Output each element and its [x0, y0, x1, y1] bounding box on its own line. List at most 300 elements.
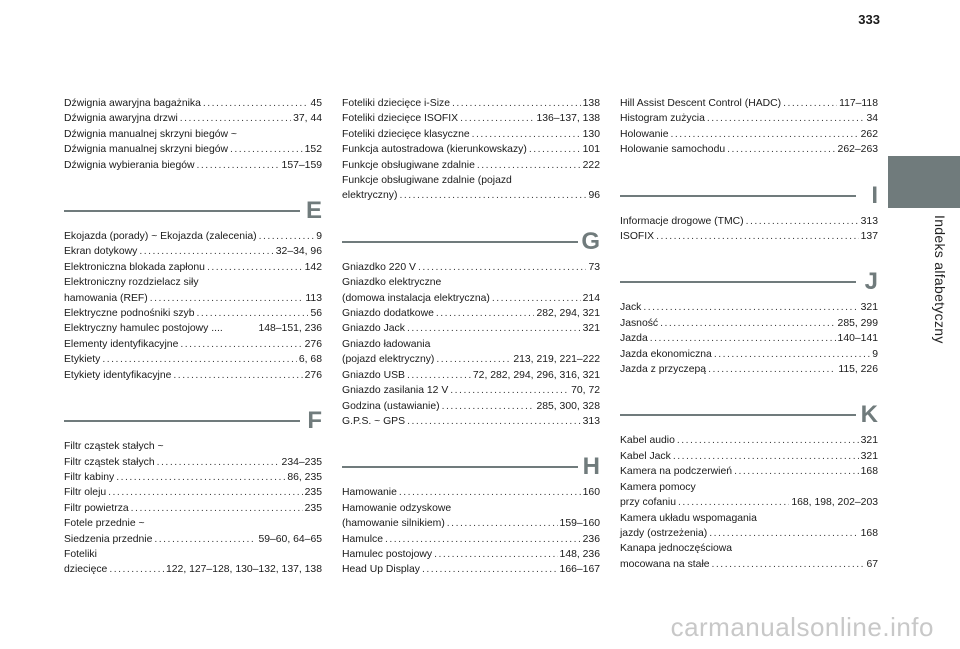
index-column-3 [620, 96, 878, 572]
entry-term: elektryczny) [342, 190, 398, 202]
entry-line [342, 96, 600, 111]
page-reference: 115, 226 [838, 364, 878, 376]
entry-line [620, 449, 878, 464]
entry-term: hamowania (REF) [64, 292, 148, 304]
page-reference: 148–151, 236 [258, 323, 322, 335]
entry-line [342, 173, 600, 188]
index-entry [620, 142, 878, 157]
section-header [620, 180, 878, 208]
page-reference: 285, 299 [837, 317, 878, 329]
entry-term: Dźwignia manualnej skrzyni biegów [64, 144, 229, 156]
entry-term: Hamowanie odzyskowe [342, 502, 452, 514]
dot-leader [492, 291, 581, 306]
entry-term: Gniazdo USB [342, 369, 405, 381]
dot-leader [714, 347, 870, 362]
index-section [64, 405, 322, 578]
page-reference: 321 [582, 323, 600, 335]
dot-leader [673, 449, 859, 464]
entry-line [64, 532, 322, 547]
index-section [620, 399, 878, 572]
index-entry [64, 96, 322, 111]
page-reference: 67 [866, 558, 878, 570]
index-entry [342, 562, 600, 577]
page-reference: 140–141 [837, 333, 878, 345]
dot-leader [477, 158, 581, 173]
entry-line [64, 455, 322, 470]
page-reference: 213, 219, 221–222 [513, 354, 600, 366]
index-entry [64, 111, 322, 126]
entry-line [64, 275, 322, 290]
index-entry [342, 547, 600, 562]
entry-line [620, 526, 878, 541]
page-reference: 101 [582, 144, 600, 156]
index-entry [342, 532, 600, 547]
index-entry [620, 111, 878, 126]
index-entry [342, 260, 600, 275]
section-header [64, 195, 322, 223]
page-reference: 168 [860, 466, 878, 478]
dot-leader [407, 414, 581, 429]
entry-term: (pojazd elektryczny) [342, 354, 435, 366]
index-entry [64, 516, 322, 547]
index-entry [620, 541, 878, 572]
entry-line [342, 306, 600, 321]
index-section [342, 451, 600, 577]
page-reference: 148, 236 [559, 548, 600, 560]
dot-leader [407, 321, 581, 336]
entry-line [620, 541, 878, 556]
entry-term: Elektryczne podnośniki szyb [64, 308, 195, 320]
dot-leader [734, 464, 859, 479]
entry-term: Etykiety [64, 354, 101, 366]
dot-leader [472, 127, 581, 142]
page-reference: 59–60, 64–65 [258, 533, 322, 545]
index-entry [342, 337, 600, 368]
index-entry [342, 158, 600, 173]
entry-line [342, 399, 600, 414]
entry-line [64, 127, 322, 142]
entry-line [342, 501, 600, 516]
entry-term: Ekran dotykowy [64, 246, 138, 258]
dot-leader [157, 455, 280, 470]
entry-line [620, 495, 878, 510]
entry-term: Foteliki dziecięce i-Size [342, 98, 450, 109]
index-entry [64, 547, 322, 578]
entry-term: Foteliki dziecięce klasyczne [342, 128, 470, 140]
index-entry [620, 362, 878, 377]
dot-leader [139, 244, 273, 259]
index-entry [342, 275, 600, 306]
page-reference: 321 [860, 435, 878, 447]
entry-term: Gniazdko elektryczne [342, 277, 442, 289]
page-reference: 321 [860, 450, 878, 462]
index-entry [342, 414, 600, 429]
index-entry [64, 127, 322, 158]
dot-leader [643, 300, 858, 315]
index-section [64, 195, 322, 383]
dot-leader [708, 362, 836, 377]
index-entry [64, 244, 322, 259]
chapter-label: Indeks alfabetyczny [932, 215, 948, 344]
entry-line [342, 547, 600, 562]
entry-term: Head Up Display [342, 564, 420, 576]
entry-term: Hamulec postojowy [342, 548, 433, 560]
entry-term: Kanapa jednoczęściowa [620, 543, 733, 555]
entry-term: Gniazdo Jack [342, 323, 405, 335]
index-section [620, 180, 878, 245]
chapter-tab [888, 156, 960, 208]
entry-line [64, 516, 322, 531]
entry-line [342, 352, 600, 367]
page-reference: 122, 127–128, 130–132, 137, 138 [165, 564, 322, 576]
page-reference: 222 [582, 159, 600, 171]
entry-term: Gniazdo zasilania 12 V [342, 385, 449, 397]
section-divider [620, 414, 856, 416]
page-reference: 86, 235 [287, 471, 322, 483]
page-reference: 9 [872, 348, 878, 360]
dot-leader [173, 368, 302, 383]
entry-line [64, 439, 322, 454]
page-reference: 138 [582, 98, 600, 109]
entry-line [64, 470, 322, 485]
entry-line [342, 321, 600, 336]
dot-leader [180, 337, 302, 352]
entry-line [64, 111, 322, 126]
entry-line [342, 127, 600, 142]
entry-line [620, 331, 878, 346]
entry-term: Jack [620, 302, 642, 314]
entry-line [342, 516, 600, 531]
section-header [620, 399, 878, 427]
entry-line [342, 383, 600, 398]
entry-term: Ekojazda (porady) ~ Ekojazda (zalecenia) [64, 231, 257, 243]
entry-term: Foteliki [64, 548, 97, 560]
entry-term: Dźwignia manualnej skrzyni biegów ~ [64, 128, 237, 140]
entry-line [620, 347, 878, 362]
section-header [342, 226, 600, 254]
index-entry [620, 433, 878, 448]
entry-term: Filtr oleju [64, 487, 107, 499]
dot-leader [707, 111, 865, 126]
index-entry [64, 485, 322, 500]
entry-term: Kamera na podczerwień [620, 466, 733, 478]
entry-line [342, 142, 600, 157]
index-entry [342, 173, 600, 204]
entry-line [64, 337, 322, 352]
entry-term: Funkcje obsługiwane zdalnie [342, 159, 475, 171]
page-reference: 130 [582, 128, 600, 140]
page-reference: 276 [304, 369, 322, 381]
dot-leader [131, 501, 303, 516]
entry-term: Etykiety identyfikacyjne [64, 369, 172, 381]
entry-line [620, 127, 878, 142]
entry-term: Elektroniczny rozdzielacz siły [64, 277, 199, 289]
page-reference: 313 [582, 415, 600, 427]
index-entry [64, 260, 322, 275]
entry-line [620, 362, 878, 377]
page-reference: 34 [866, 113, 878, 125]
entry-term: mocowana na stałe [620, 558, 710, 570]
entry-term: G.P.S. ~ GPS [342, 415, 406, 427]
dot-leader [150, 291, 304, 306]
index-entry [620, 300, 878, 315]
dot-leader [422, 562, 558, 577]
index-section-continued [64, 96, 322, 173]
dot-leader [197, 306, 309, 321]
index-entry [620, 96, 878, 111]
page-reference: 282, 294, 321 [536, 308, 600, 320]
index-entry [64, 368, 322, 383]
index-entry [64, 439, 322, 470]
entry-line [620, 557, 878, 572]
entry-line [64, 306, 322, 321]
entry-line [342, 485, 600, 500]
page-number: 333 [858, 12, 880, 27]
entry-term: Kabel audio [620, 435, 675, 447]
dot-leader [436, 352, 511, 367]
page-reference: 235 [304, 487, 322, 499]
entry-term: Kabel Jack [620, 450, 671, 462]
entry-term: Jasność [620, 317, 659, 329]
entry-line [342, 260, 600, 275]
section-letter: K [860, 401, 878, 429]
index-entry [64, 306, 322, 321]
dot-leader [746, 214, 859, 229]
entry-line [620, 511, 878, 526]
entry-term: Jazda [620, 333, 648, 345]
section-divider [64, 420, 300, 422]
entry-line [64, 260, 322, 275]
dot-leader [660, 316, 835, 331]
index-entry [620, 449, 878, 464]
entry-line [342, 188, 600, 203]
entry-line [64, 158, 322, 173]
index-entry [64, 158, 322, 173]
page-reference: 285, 300, 328 [536, 400, 600, 412]
section-header [342, 451, 600, 479]
page-reference: 73 [588, 261, 600, 273]
entry-line [64, 321, 322, 336]
index-entry [342, 321, 600, 336]
dot-leader [434, 547, 557, 562]
index-section [342, 226, 600, 429]
entry-line [620, 464, 878, 479]
entry-term: (domowa instalacja elektryczna) [342, 292, 490, 304]
dot-leader [678, 495, 789, 510]
index-column-2 [342, 96, 600, 578]
index-entry [620, 464, 878, 479]
entry-term: Funkcje obsługiwane zdalnie (pojazd [342, 175, 512, 187]
entry-term: Holowanie [620, 128, 669, 140]
entry-term: Filtr kabiny [64, 471, 115, 483]
entry-line [620, 300, 878, 315]
entry-term: Informacje drogowe (TMC) [620, 215, 744, 227]
page-reference: 136–137, 138 [536, 113, 600, 125]
entry-line [342, 158, 600, 173]
section-letter: E [305, 197, 322, 225]
page-reference: 168, 198, 202–203 [791, 497, 878, 509]
index-entry [342, 142, 600, 157]
dot-leader [436, 306, 535, 321]
entry-term: Hill Assist Descent Control (HADC) [620, 98, 782, 109]
dot-leader [783, 96, 837, 111]
section-letter: J [864, 268, 878, 296]
entry-line [620, 229, 878, 244]
page-reference: 166–167 [559, 564, 600, 576]
dot-leader [230, 142, 303, 157]
index-entry [342, 96, 600, 111]
entry-term: Gniazdko 220 V [342, 261, 416, 273]
entry-term: Dźwignia awaryjna drzwi [64, 113, 178, 125]
index-entry [64, 352, 322, 367]
dot-leader [197, 158, 280, 173]
dot-leader [712, 557, 865, 572]
section-letter: G [581, 227, 600, 255]
index-column-1 [64, 96, 322, 578]
entry-term: (hamowanie silnikiem) [342, 518, 445, 530]
entry-line [620, 316, 878, 331]
dot-leader [102, 352, 296, 367]
dot-leader [108, 485, 303, 500]
section-header [64, 405, 322, 433]
entry-line [342, 532, 600, 547]
entry-line [64, 547, 322, 562]
entry-line [620, 480, 878, 495]
page-reference: 45 [310, 98, 322, 109]
page-reference: 117–118 [839, 98, 878, 109]
entry-term: Kamera pomocy [620, 481, 696, 493]
entry-term: Filtr powietrza [64, 502, 129, 514]
dot-leader [709, 526, 858, 541]
entry-term: Godzina (ustawianie) [342, 400, 440, 412]
page-reference: 235 [304, 502, 322, 514]
index-section [620, 266, 878, 377]
page-reference: 6, 68 [298, 354, 322, 366]
dot-leader [671, 127, 859, 142]
entry-line [342, 414, 600, 429]
page-reference: 262 [860, 128, 878, 140]
index-entry [620, 127, 878, 142]
page-reference: 37, 44 [293, 113, 322, 125]
watermark: carmanualsonline.info [670, 612, 934, 642]
dot-leader [407, 368, 471, 383]
dot-leader [650, 331, 836, 346]
page-reference: 113 [305, 292, 322, 304]
page-reference: 32–34, 96 [275, 246, 322, 258]
entry-line [342, 291, 600, 306]
entry-line [620, 214, 878, 229]
dot-leader [399, 485, 581, 500]
index-entry [342, 485, 600, 500]
page-reference: 70, 72 [571, 385, 600, 397]
entry-term: Filtr cząstek stałych ~ [64, 441, 164, 453]
entry-term: Kamera układu wspomagania [620, 512, 757, 524]
entry-line [64, 501, 322, 516]
dot-leader [180, 111, 291, 126]
index-entry [620, 214, 878, 229]
index-entry [342, 306, 600, 321]
dot-leader [447, 516, 558, 531]
entry-term: Hamowanie [342, 487, 397, 499]
index-section-continued [342, 96, 600, 204]
entry-line [342, 562, 600, 577]
index-entry [342, 399, 600, 414]
entry-term: Foteliki dziecięce ISOFIX [342, 113, 459, 125]
page-reference: 56 [310, 308, 322, 320]
section-letter: H [582, 453, 600, 481]
index-entry [342, 383, 600, 398]
entry-line [620, 433, 878, 448]
dot-leader [452, 96, 581, 111]
index-entry [342, 127, 600, 142]
entry-term: przy cofaniu [620, 497, 677, 509]
page-reference: 152 [304, 144, 322, 156]
index-entry [64, 501, 322, 516]
index-entry [64, 321, 322, 336]
section-letter: I [871, 181, 878, 209]
dot-leader [418, 260, 587, 275]
entry-line [64, 368, 322, 383]
index-entry [342, 501, 600, 532]
dot-leader [116, 470, 285, 485]
page-reference: 159–160 [559, 518, 600, 530]
page-reference: 236 [582, 533, 600, 545]
entry-line [342, 111, 600, 126]
entry-term: Fotele przednie ~ [64, 518, 145, 530]
section-divider [342, 466, 578, 468]
index-entry [64, 275, 322, 306]
entry-term: Gniazdo dodatkowe [342, 308, 434, 320]
entry-term: Hamulce [342, 533, 383, 545]
dot-leader [529, 142, 581, 157]
section-divider [64, 210, 300, 212]
entry-line [64, 291, 322, 306]
page-reference: 157–159 [281, 159, 322, 171]
entry-term: jazdy (ostrzeżenia) [620, 527, 708, 539]
entry-line [64, 244, 322, 259]
dot-leader [385, 532, 581, 547]
index-entry [64, 337, 322, 352]
page-reference: 9 [316, 231, 322, 243]
entry-term: Dźwignia awaryjna bagażnika [64, 98, 201, 109]
dot-leader [259, 229, 315, 244]
page-reference: 262–263 [837, 144, 878, 156]
entry-line [64, 352, 322, 367]
index-section-continued [620, 96, 878, 158]
index-entry [620, 480, 878, 511]
index-entry [342, 111, 600, 126]
entry-line [64, 562, 322, 577]
entry-term: Elektroniczna blokada zapłonu [64, 261, 205, 273]
section-divider [342, 241, 578, 243]
entry-line [64, 96, 322, 111]
dot-leader [399, 188, 586, 203]
entry-term: Filtr cząstek stałych [64, 456, 155, 468]
page-reference: 160 [582, 487, 600, 499]
dot-leader [154, 532, 256, 547]
dot-leader [450, 383, 569, 398]
entry-line [342, 368, 600, 383]
entry-line [620, 96, 878, 111]
dot-leader [109, 562, 164, 577]
page-reference: 168 [860, 527, 878, 539]
index-entry [620, 331, 878, 346]
page-reference: 96 [588, 190, 600, 202]
entry-term: Dźwignia wybierania biegów [64, 159, 195, 171]
entry-term: ISOFIX [620, 231, 655, 243]
entry-term: Funkcja autostradowa (kierunkowskazy) [342, 144, 527, 156]
index-entry [64, 229, 322, 244]
